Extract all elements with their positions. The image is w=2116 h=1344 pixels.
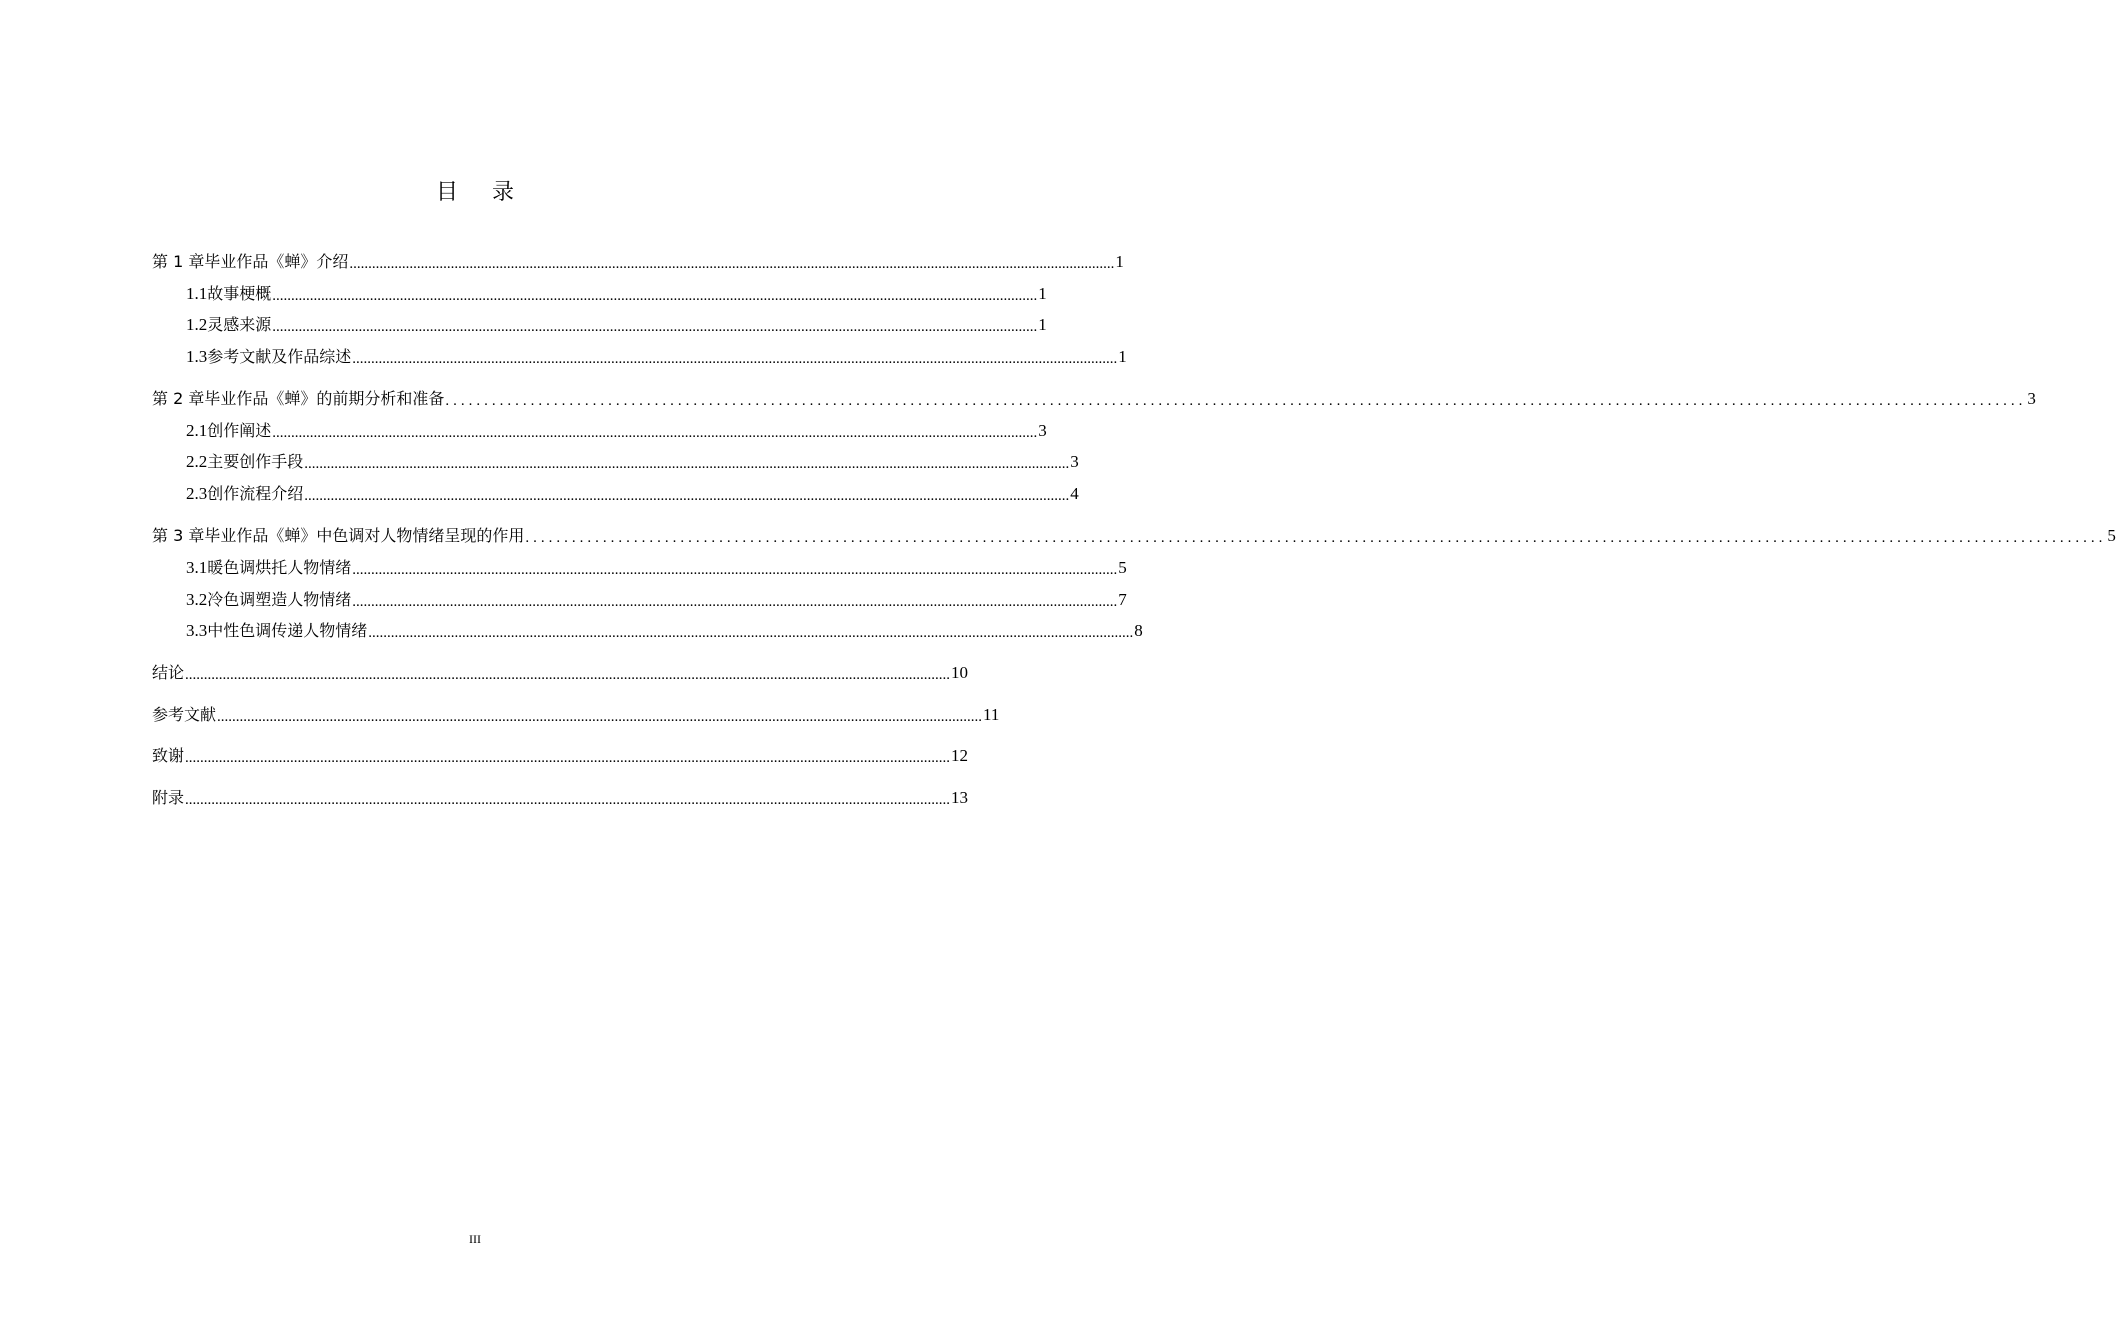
dot-leader: ............................................................................................................................................................................................................	[304, 456, 1070, 472]
dot-leader: ............................................................................................................................................................................................................	[352, 562, 1118, 578]
toc-section-number: 1.3	[186, 347, 208, 366]
toc-section-3-1[interactable]	[186, 555, 1127, 579]
toc-entry-title: 参考文献及作品综述	[207, 347, 352, 366]
dot-leader: ............................................................................................................................................................................................................	[352, 351, 1118, 367]
toc-chapter-2[interactable]	[152, 386, 2036, 410]
toc-section-2-3[interactable]	[186, 481, 1079, 505]
toc-entry-title: 参考文献	[152, 705, 217, 724]
toc-section-number: 3.3	[186, 621, 208, 640]
toc-entry-title: 毕业作品《蝉》介绍	[204, 252, 349, 271]
toc-references[interactable]	[152, 702, 1000, 726]
toc-entry-title: 毕业作品《蝉》的前期分析和准备	[204, 389, 445, 408]
toc-page-number: 13	[951, 788, 969, 807]
toc-section-2-2[interactable]	[186, 449, 1079, 473]
toc-page-number: 3	[1038, 421, 1047, 440]
toc-chapter-3[interactable]	[152, 523, 2116, 547]
toc-section-number: 2.3	[186, 484, 208, 503]
toc-page-number: 1	[1115, 252, 1124, 271]
toc-page-number: 12	[951, 746, 969, 765]
toc-entry-title: 中性色调传递人物情绪	[207, 621, 368, 640]
toc-page-number: 11	[983, 705, 1000, 724]
toc-entry-title: 故事梗概	[207, 284, 272, 303]
toc-page-number: 5	[1118, 558, 1127, 577]
toc-entry-title: 创作阐述	[207, 421, 272, 440]
toc-chapter-number: 第 3 章	[152, 526, 205, 545]
toc-page-number: 5	[2107, 526, 2116, 545]
toc-section-1-1[interactable]	[186, 281, 1047, 305]
toc-entry-title: 创作流程介绍	[207, 484, 304, 503]
toc-entry-title: 主要创作手段	[207, 452, 304, 471]
toc-section-3-2[interactable]	[186, 587, 1127, 611]
toc-page-number: 1	[1038, 315, 1047, 334]
dot-leader: ............................................................................................................................................................................................................	[272, 288, 1038, 304]
dot-leader: ............................................................................................................................................................................................................	[185, 750, 951, 766]
toc-entry-title: 灵感来源	[207, 315, 272, 334]
toc-page-number: 3	[2027, 389, 2036, 408]
toc-entry-title: 附录	[152, 788, 185, 807]
toc-conclusion[interactable]	[152, 660, 969, 684]
toc-acknowledgements[interactable]	[152, 743, 969, 767]
toc-section-3-3[interactable]	[186, 618, 1143, 642]
toc-chapter-number: 第 1 章	[152, 252, 205, 271]
toc-section-number: 1.2	[186, 315, 208, 334]
toc-section-number: 2.2	[186, 452, 208, 471]
toc-section-number: 2.1	[186, 421, 208, 440]
toc-section-2-1[interactable]	[186, 418, 1047, 442]
toc-section-number: 3.1	[186, 558, 208, 577]
toc-page-number: 4	[1070, 484, 1079, 503]
toc-appendix[interactable]	[152, 785, 969, 809]
toc-section-1-3[interactable]	[186, 344, 1127, 368]
dot-leader: ............................................................................................................................................................................................................	[304, 488, 1070, 504]
dot-leader: ............................................................................................................................................................................................................	[272, 319, 1038, 335]
dot-leader: ............................................................................................................................................................................................................	[185, 792, 951, 808]
toc-page-number: 3	[1070, 452, 1079, 471]
dot-leader: ............................................................................................................................................................................................................	[445, 393, 2027, 409]
footer-page-number: III	[469, 1232, 481, 1246]
dot-leader: ............................................................................................................................................................................................................	[217, 709, 983, 725]
page-title: 目录	[435, 180, 548, 205]
toc-section-number: 1.1	[186, 284, 208, 303]
dot-leader: ............................................................................................................................................................................................................	[368, 625, 1134, 641]
dot-leader: ............................................................................................................................................................................................................	[349, 256, 1115, 272]
toc-section-1-2[interactable]	[186, 312, 1047, 336]
toc-chapter-number: 第 2 章	[152, 389, 205, 408]
toc-entry-title: 冷色调塑造人物情绪	[207, 590, 352, 609]
toc-page-number: 8	[1134, 621, 1143, 640]
toc-chapter-1[interactable]	[152, 249, 1124, 273]
toc-page-number: 1	[1118, 347, 1127, 366]
dot-leader: ............................................................................................................................................................................................................	[185, 667, 951, 683]
toc-entry-title: 致谢	[152, 746, 185, 765]
dot-leader: ............................................................................................................................................................................................................	[525, 530, 2107, 546]
toc-page-number: 10	[951, 663, 969, 682]
toc-section-number: 3.2	[186, 590, 208, 609]
toc-entry-title: 暖色调烘托人物情绪	[207, 558, 352, 577]
toc-entry-title: 结论	[152, 663, 185, 682]
dot-leader: ............................................................................................................................................................................................................	[352, 594, 1118, 610]
toc-page-number: 1	[1038, 284, 1047, 303]
toc-entry-title: 毕业作品《蝉》中色调对人物情绪呈现的作用	[204, 526, 525, 545]
toc-page-number: 7	[1118, 590, 1127, 609]
dot-leader: ............................................................................................................................................................................................................	[272, 425, 1038, 441]
